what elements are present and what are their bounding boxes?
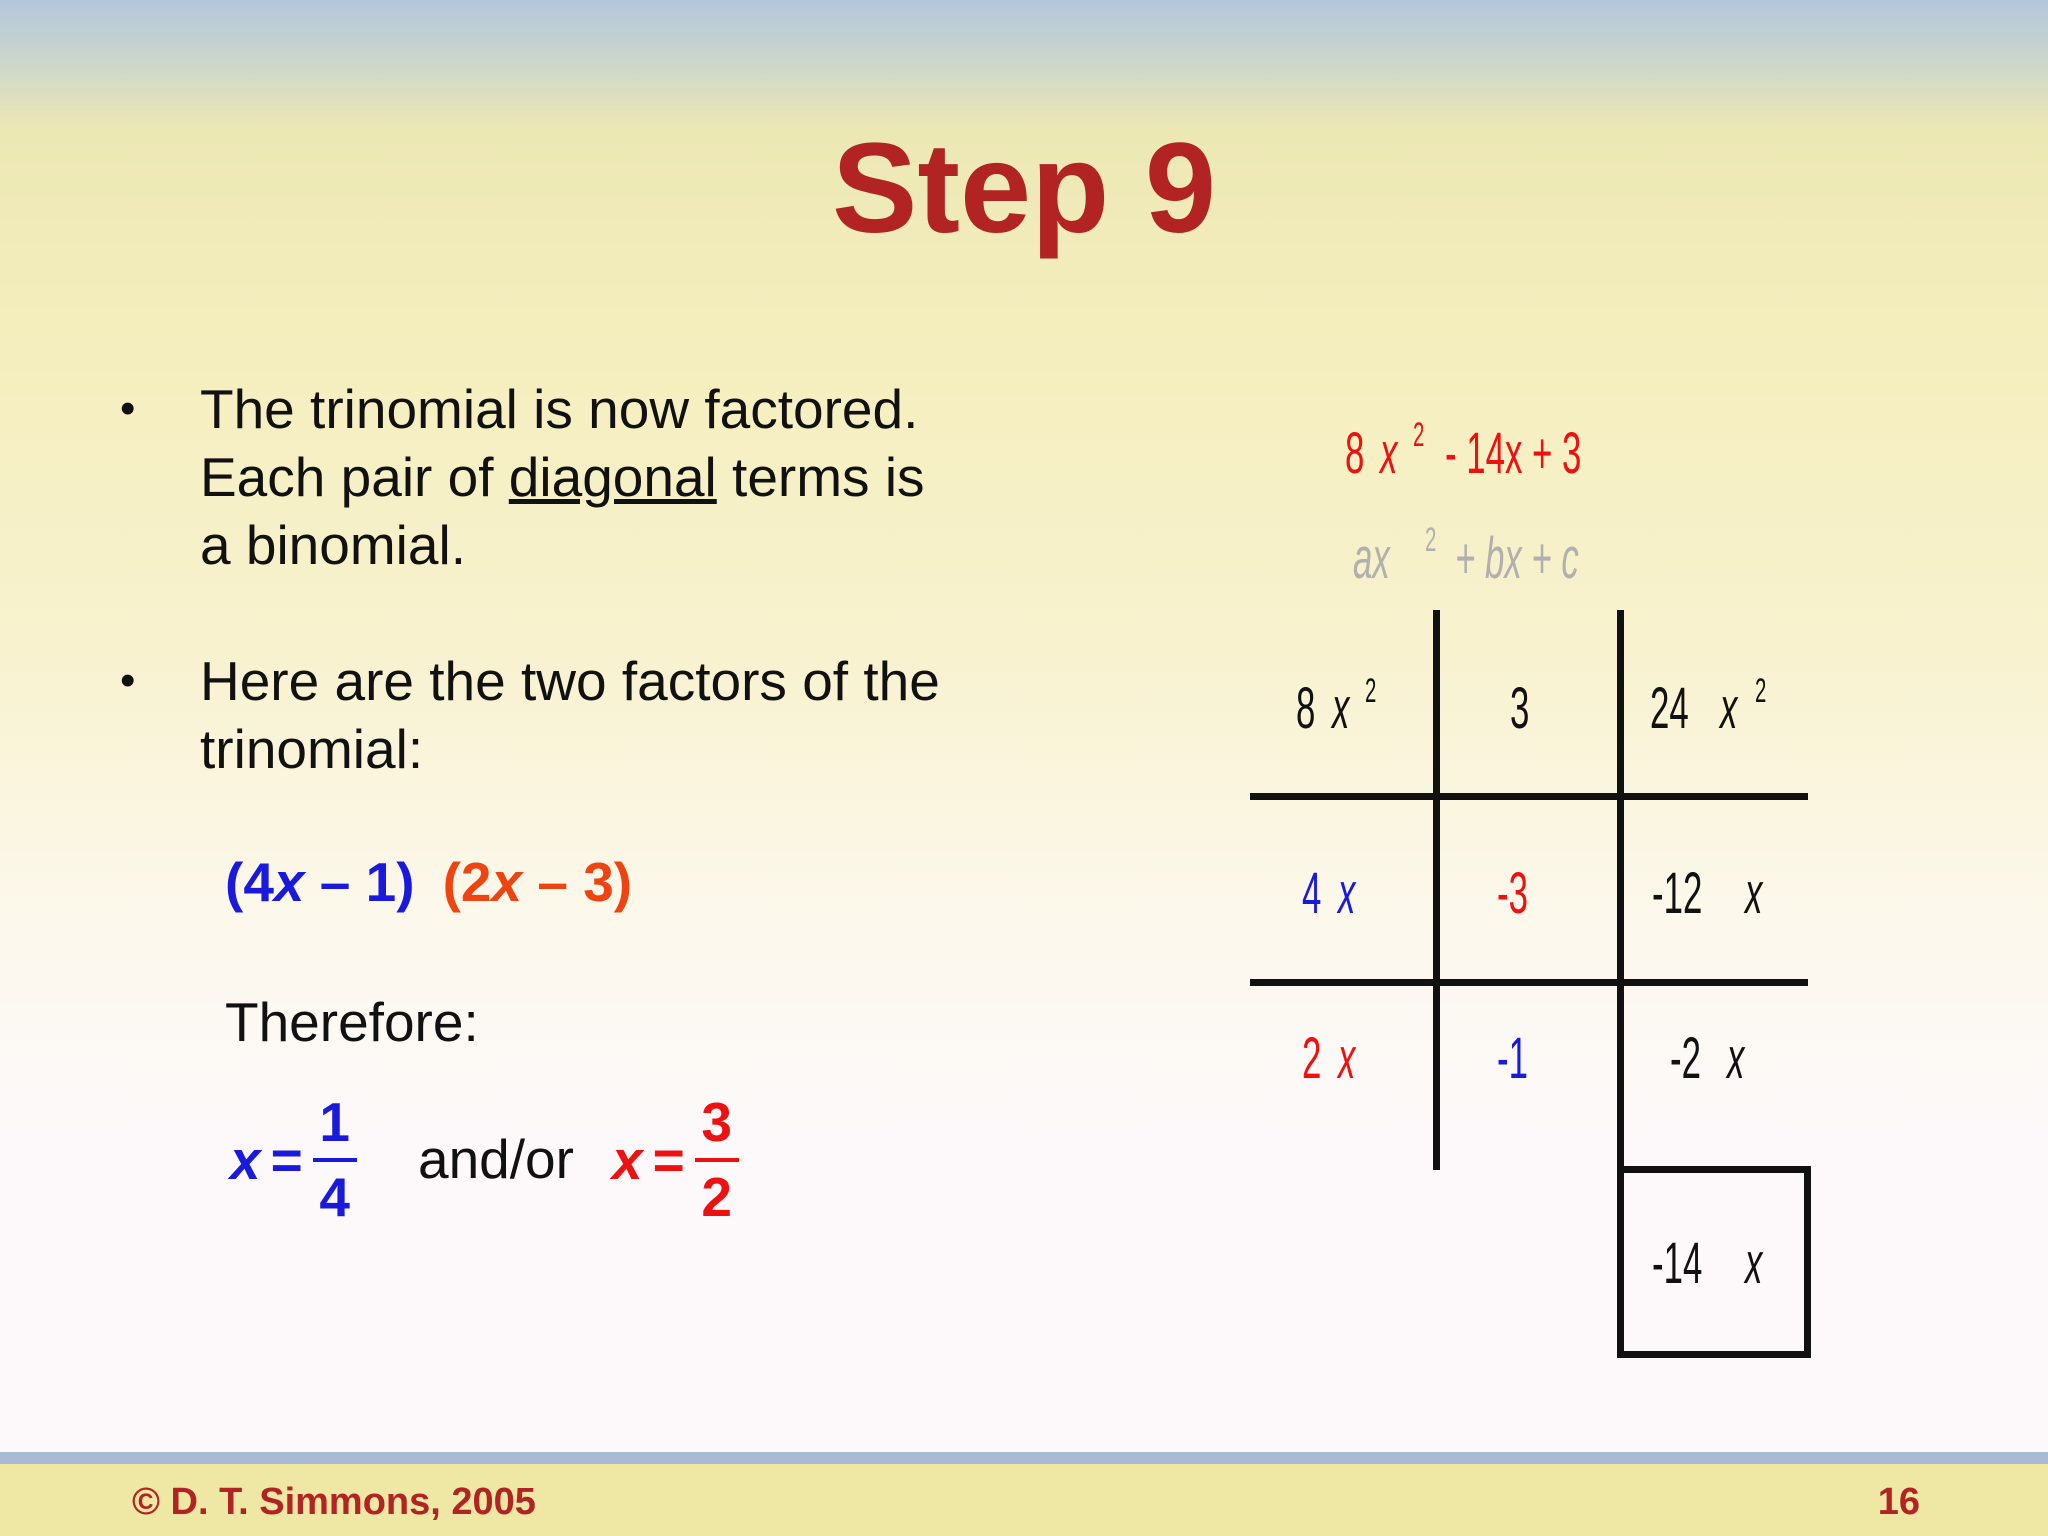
solution-var: x <box>612 1129 643 1191</box>
cell-r3-c2: -1 <box>1497 1026 1528 1091</box>
bullet-text: Here are the two factors of the <box>200 650 940 712</box>
expr-coef: 8 <box>1345 421 1365 486</box>
slide-title: Step 9 <box>831 117 1217 260</box>
cell-r1-c2: 3 <box>1510 676 1530 741</box>
numerator: 3 <box>701 1091 733 1153</box>
denominator: 2 <box>701 1166 733 1228</box>
cell-r1-c3-exp: 2 <box>1755 672 1767 710</box>
fraction <box>313 1091 357 1228</box>
general-a: ax <box>1353 526 1390 591</box>
cell-r1-c1-coef: 8 <box>1296 676 1316 741</box>
footer-divider <box>0 1452 2048 1464</box>
bullet-icon: • <box>120 656 136 705</box>
cell-r1-c1-exp: 2 <box>1365 672 1377 710</box>
expr-var: x <box>1380 421 1398 486</box>
cell-r2-c1-var: x <box>1338 861 1356 926</box>
sum-box-top <box>1617 1166 1811 1173</box>
factors <box>225 851 633 913</box>
bullet-text: The trinomial is now factored. <box>200 378 919 440</box>
expr-exp: 2 <box>1413 416 1425 454</box>
cell-r2-c1-coef: 4 <box>1302 861 1322 926</box>
sum-var: x <box>1745 1231 1763 1296</box>
grid-line-h2 <box>1250 979 1808 986</box>
underlined-word: diagonal <box>508 446 717 508</box>
cell-r3-c1-var: x <box>1338 1026 1356 1091</box>
bullet-list <box>120 375 1020 783</box>
bullet-item <box>120 647 1020 783</box>
cell-r2-c2: -3 <box>1497 861 1528 926</box>
solution-blue <box>230 1090 357 1230</box>
cell-r3-c1-coef: 2 <box>1302 1026 1322 1091</box>
factor-2: (2x – 3) <box>442 851 633 913</box>
therefore-label: Therefore: <box>225 991 479 1053</box>
bullet-item <box>120 375 1020 579</box>
denominator: 4 <box>319 1166 351 1228</box>
fraction <box>695 1091 739 1228</box>
bullet-text: trinomial: <box>200 718 424 780</box>
expr-rest: - 14x + 3 <box>1445 421 1582 486</box>
equals-sign: = <box>652 1129 685 1191</box>
cell-r2-c3-coef: -12 <box>1652 861 1703 926</box>
footer <box>0 1464 2048 1536</box>
equals-sign: = <box>270 1129 303 1191</box>
factor-1: (4x – 1) <box>225 851 415 913</box>
bullet-text: Each pair of <box>200 446 509 508</box>
cell-r1-c3-coef: 24 <box>1650 676 1689 741</box>
bullet-text: a binomial. <box>200 514 466 576</box>
sum-box-right <box>1804 1166 1811 1358</box>
sum-coef: -14 <box>1652 1231 1703 1296</box>
copyright: © D. T. Simmons, 2005 <box>132 1481 536 1523</box>
bullet-text: terms is <box>716 446 925 508</box>
cell-r1-c1-var: x <box>1332 676 1350 741</box>
page-number: 16 <box>1877 1481 1920 1523</box>
general-exp: 2 <box>1425 521 1437 559</box>
solution-red <box>612 1090 739 1230</box>
sum-box-bottom <box>1617 1351 1811 1358</box>
grid-line-v2 <box>1617 610 1624 1170</box>
grid-line-v1 <box>1433 610 1440 1170</box>
sum-box-left <box>1617 1166 1624 1358</box>
bullet-icon: • <box>120 384 136 433</box>
cell-r2-c3-var: x <box>1745 861 1763 926</box>
solution-var: x <box>230 1129 261 1191</box>
connector-text: and/or <box>418 1128 574 1190</box>
cell-r3-c3-var: x <box>1727 1026 1745 1091</box>
cell-r1-c3-var: x <box>1720 676 1738 741</box>
general-rest: + bx + c <box>1455 526 1579 591</box>
numerator: 1 <box>319 1091 351 1153</box>
grid-line-h1 <box>1250 793 1808 800</box>
cell-r3-c3-coef: -2 <box>1670 1026 1701 1091</box>
